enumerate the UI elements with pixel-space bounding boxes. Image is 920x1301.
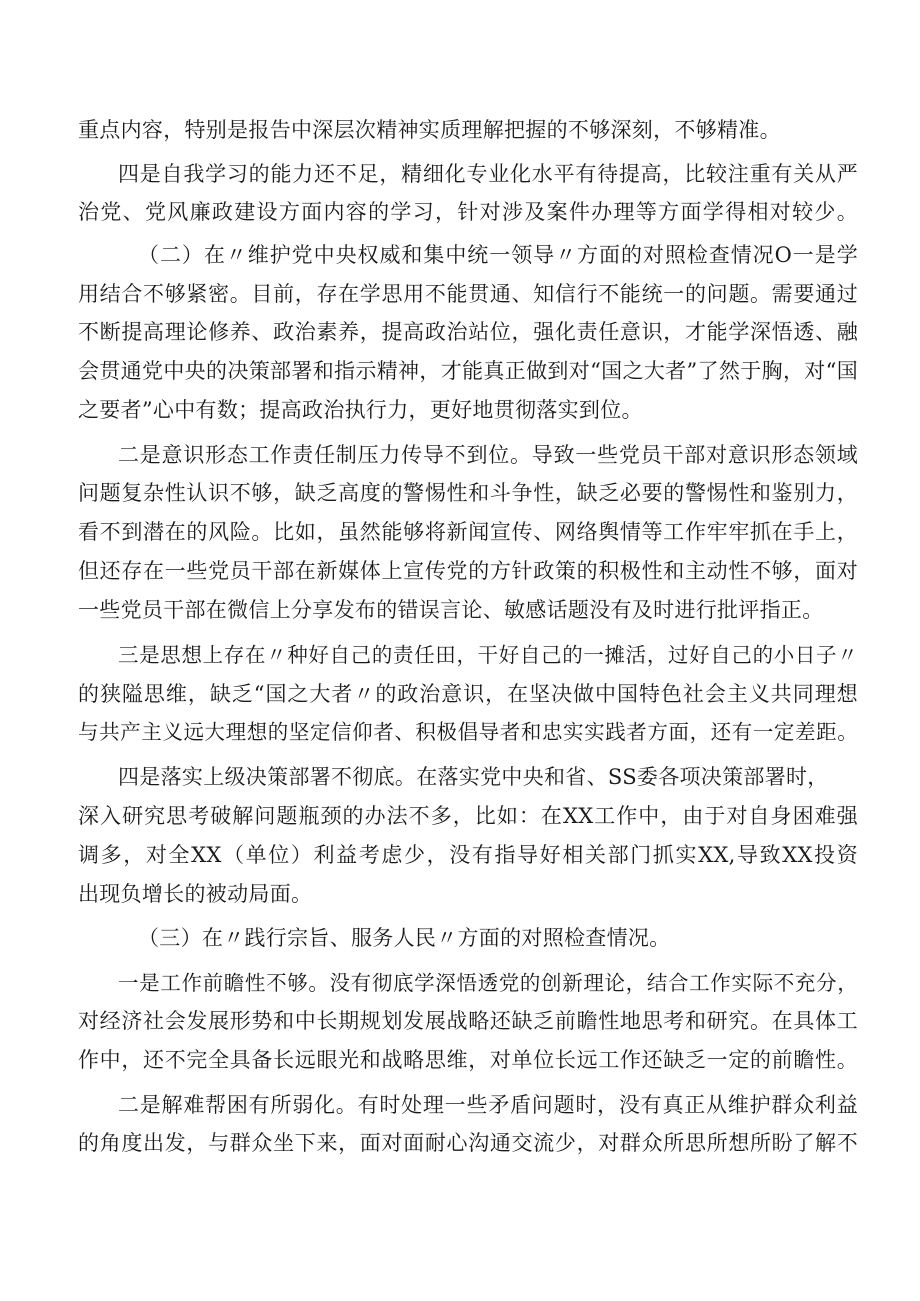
text-line: 二是意识形态工作责任制压力传导不到位。导致一些党员干部对意识形态领域 <box>118 443 858 467</box>
text-line: 二是解难帮困有所弱化。有时处理一些矛盾问题时，没有真正从维护群众利益 <box>118 1093 858 1117</box>
text-line: 出现负增长的被动局面。 <box>78 882 313 906</box>
text-line: 之要者”心中有数；提高政治执行力，更好地贯彻落实到位。 <box>78 398 643 422</box>
text-line: 用结合不够紧密。目前，存在学思用不能贯通、知信行不能统一的问题。需要通过 <box>78 282 858 306</box>
text-line: 治党、党风廉政建设方面内容的学习，针对涉及案件办理等方面学得相对较少。 <box>78 200 858 224</box>
text-line: 四是自我学习的能力还不足，精细化专业化水平有待提高，比较注重有关从严 <box>118 162 858 186</box>
text-line: 深入研究思考破解问题瓶颈的办法不多，比如：在XX工作中，由于对自身困难强 <box>78 804 858 828</box>
text-line: 四是落实上级决策部署不彻底。在落实党中央和省、SS委各项决策部署时， <box>118 765 829 789</box>
text-line: 会贯通党中央的决策部署和指示精神，才能真正做到对“国之大者”了然于胸，对“国 <box>78 359 858 383</box>
text-line: 一是工作前瞻性不够。没有彻底学深悟透党的创新理论，结合工作实际不充分， <box>118 971 858 995</box>
text-line: 但还存在一些党员干部在新媒体上宣传党的方针政策的积极性和主动性不够，面对 <box>78 559 858 583</box>
text-line: 一些党员干部在微信上分享发布的错误言论、敏感话题没有及时进行批评指正。 <box>78 598 824 622</box>
text-line: 三是思想上存在〃种好自己的责任田，干好自己的一摊活，过好自己的小日子〃 <box>118 643 858 667</box>
text-line: 的角度出发，与群众坐下来，面对面耐心沟通交流少，对群众所思所想所盼了解不 <box>78 1131 858 1155</box>
text-line: 作中，还不完全具备长远眼光和战略思维，对单位长远工作还缺乏一定的前瞻性。 <box>78 1048 858 1072</box>
text-line: 对经济社会发展形势和中长期规划发展战略还缺乏前瞻性地思考和研究。在具体工 <box>78 1009 858 1033</box>
text-line: 看不到潜在的风险。比如，虽然能够将新闻宣传、网络舆情等工作牢牢抓在手上， <box>78 520 858 544</box>
section-heading-3: （三）在〃践行宗旨、服务人民〃方面的对照检查情况。 <box>138 926 671 950</box>
section-heading-2: （二）在〃维护党中央权威和集中统一领导〃方面的对照检查情况O一是学 <box>138 243 858 267</box>
text-line: 不断提高理论修养、政治素养，提高政治站位，强化责任意识，才能学深悟透、融 <box>78 320 858 344</box>
text-line: 问题复杂性认识不够，缺乏高度的警惕性和斗争性，缺乏必要的警惕性和鉴别力， <box>78 481 858 505</box>
text-line: 调多，对全XX（单位）利益考虑少，没有指导好相关部门抓实XX,导致XX投资 <box>78 843 858 867</box>
text-line: 与共产主义远大理想的坚定信仰者、积极倡导者和忠实实践者方面，还有一定差距。 <box>78 720 858 744</box>
text-line: 的狭隘思维，缺乏“国之大者〃的政治意识，在坚决做中国特色社会主义共同理想 <box>78 682 858 706</box>
text-line: 重点内容，特别是报告中深层次精神实质理解把握的不够深刻，不够精准。 <box>78 118 781 142</box>
